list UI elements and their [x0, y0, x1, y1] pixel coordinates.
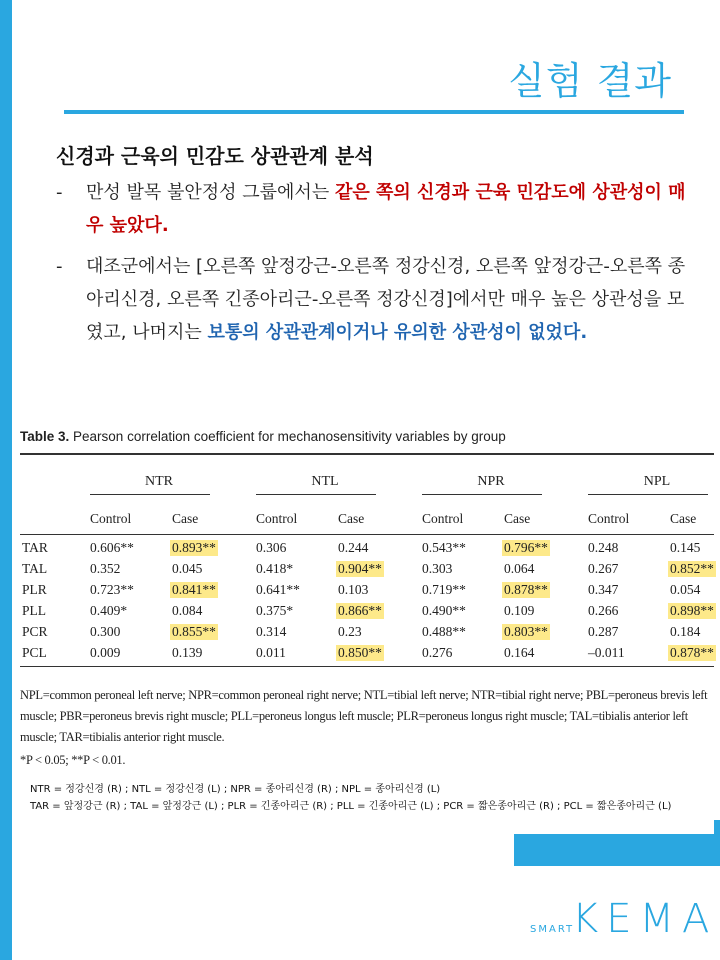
table-cell: 0.300 — [90, 624, 121, 639]
group-header-ntl: NTL — [311, 474, 339, 489]
highlighted-cell: 0.852** — [670, 561, 714, 576]
correlation-table-figure — [14, 417, 720, 775]
table-cell: –0.011 — [588, 645, 625, 660]
group-underline — [256, 494, 376, 495]
row-label: PLL — [22, 603, 47, 618]
group-header-npl: NPL — [643, 474, 671, 489]
subheader-control: Control — [588, 511, 630, 526]
row-label: PLR — [22, 582, 47, 597]
table-cell: 0.723** — [90, 582, 134, 597]
significance-note: *P < 0.05; **P < 0.01. — [20, 753, 126, 767]
korean-legend — [20, 776, 714, 834]
table-cell: 0.064 — [504, 561, 535, 576]
table-cell: 0.164 — [504, 645, 535, 660]
table-cell: 0.488** — [422, 624, 466, 639]
table-cell: 0.103 — [338, 582, 369, 597]
table-cell: 0.244 — [338, 540, 369, 555]
table-caption-number: Table 3. — [20, 429, 70, 444]
group-underline — [588, 494, 708, 495]
table-cell: 0.045 — [172, 561, 203, 576]
table-cell: 0.409* — [90, 603, 128, 618]
table-footnote — [20, 685, 720, 771]
table-cell: 0.139 — [172, 645, 203, 660]
table-cell: 0.267 — [588, 561, 619, 576]
table-cell: 0.276 — [422, 645, 453, 660]
highlighted-cell: 0.904** — [338, 561, 382, 576]
table-caption-text: Pearson correlation coefficient for mechanosensitivity variables by group — [69, 429, 506, 444]
bullet-plain-text: 만성 발목 불안정성 그룹에서는 — [86, 182, 335, 203]
row-label: PCR — [22, 624, 48, 639]
table-cell: 0.109 — [504, 603, 535, 618]
highlighted-cell: 0.893** — [172, 540, 216, 555]
bullet-2 — [56, 250, 696, 349]
highlighted-cell: 0.803** — [504, 624, 548, 639]
subheader-case: Case — [504, 511, 531, 526]
left-accent-bar — [0, 0, 12, 960]
table-caption — [20, 429, 506, 444]
subheader-case: Case — [670, 511, 697, 526]
table-cell: 0.184 — [670, 624, 701, 639]
highlighted-cell: 0.855** — [172, 624, 216, 639]
kema-logo — [530, 896, 718, 942]
row-label: TAL — [22, 561, 48, 576]
table-cell: 0.009 — [90, 645, 121, 660]
row-label: TAR — [22, 540, 48, 555]
group-header-npr: NPR — [477, 474, 505, 489]
bullet-text — [86, 176, 696, 242]
table-top-rule — [20, 453, 714, 455]
table-cell: 0.266 — [588, 603, 619, 618]
bullet-dash: - — [56, 182, 63, 203]
section-heading: 신경과 근육의 민감도 상관관계 분석 — [56, 144, 374, 168]
bullet-text — [86, 250, 696, 349]
table-cell: 0.490** — [422, 603, 466, 618]
bullet-emphasis-red: 같은 쪽의 신경과 근육 민감도에 상관성이 매우 높았다. — [86, 182, 686, 236]
subheader-control: Control — [422, 511, 464, 526]
subheader-control: Control — [90, 511, 132, 526]
logo-smart-text: SMART — [530, 924, 575, 935]
bullet-plain-text: 대조군에서는 [오른쪽 앞정강근-오른쪽 정강신경, 오른쪽 앞정강근-오른쪽 종아리신경, 오른쪽 긴종아리근-오른쪽 정강신경]에서만 매우 높은 상관성을 모였고, 나머지는 — [86, 256, 686, 343]
table-cell: 0.418* — [256, 561, 294, 576]
highlighted-cell: 0.898** — [670, 603, 714, 618]
title-underline — [64, 110, 684, 114]
highlighted-cell: 0.796** — [504, 540, 548, 555]
table-cell: 0.145 — [670, 540, 701, 555]
table-cell: 0.641** — [256, 582, 300, 597]
legend-line-muscles: TAR = 앞정강근 (R) ; TAL = 앞정강근 (L) ; PLR = 긴종아리근 (R) ; PLL = 긴종아리근 (L) ; PCR = 짧은종아리근 (R) ; PCL = 짧은종아리근 (L) — [30, 801, 672, 812]
table-cell: 0.347 — [588, 582, 619, 597]
logo-kema-text: KEMA — [572, 896, 718, 942]
subheader-case: Case — [172, 511, 199, 526]
table-cell: 0.719** — [422, 582, 466, 597]
bullet-emphasis-blue: 보통의 상관관계이거나 유의한 상관성이 없었다. — [207, 322, 588, 343]
group-underline — [90, 494, 210, 495]
highlighted-cell: 0.850** — [338, 645, 382, 660]
group-header-ntr: NTR — [145, 474, 173, 489]
legend-line-nerves: NTR = 정강신경 (R) ; NTL = 정강신경 (L) ; NPR = 종아리신경 (R) ; NPL = 종아리신경 (L) — [30, 784, 441, 795]
table-header-rule — [20, 534, 714, 535]
table-cell: 0.375* — [256, 603, 294, 618]
bullet-1 — [56, 176, 696, 242]
table-cell: 0.303 — [422, 561, 453, 576]
page-title: 실험 결과 — [508, 59, 672, 103]
bullet-dash: - — [56, 256, 63, 277]
subheader-case: Case — [338, 511, 365, 526]
highlighted-cell: 0.866** — [338, 603, 382, 618]
abbreviation-note: NPL=common peroneal left nerve; NPR=common peroneal right nerve; NTL=tibial left nerve; NTR=tibial right nerve; PBL=peroneus brevis left muscle; PBR=peroneus brevis right muscle; PLL=peroneus longus left muscle; PLR=peroneus longus right muscle; TAL=tibialis anterior left muscle; TAR=tibialis anterior right muscle. — [20, 688, 708, 744]
highlighted-cell: 0.878** — [504, 582, 548, 597]
row-label: PCL — [22, 645, 47, 660]
table-cell: 0.306 — [256, 540, 287, 555]
subheader-control: Control — [256, 511, 298, 526]
table-cell: 0.084 — [172, 603, 203, 618]
table-cell: 0.543** — [422, 540, 466, 555]
table-cell: 0.287 — [588, 624, 619, 639]
table-cell: 0.314 — [256, 624, 287, 639]
group-underline — [422, 494, 542, 495]
table-cell: 0.054 — [670, 582, 701, 597]
table-cell: 0.606** — [90, 540, 134, 555]
table-cell: 0.011 — [256, 645, 286, 660]
highlighted-cell: 0.878** — [670, 645, 714, 660]
highlighted-cell: 0.841** — [172, 582, 216, 597]
table-cell: 0.23 — [338, 624, 362, 639]
table-cell: 0.352 — [90, 561, 121, 576]
table-cell: 0.248 — [588, 540, 619, 555]
table-bottom-rule — [20, 666, 714, 667]
